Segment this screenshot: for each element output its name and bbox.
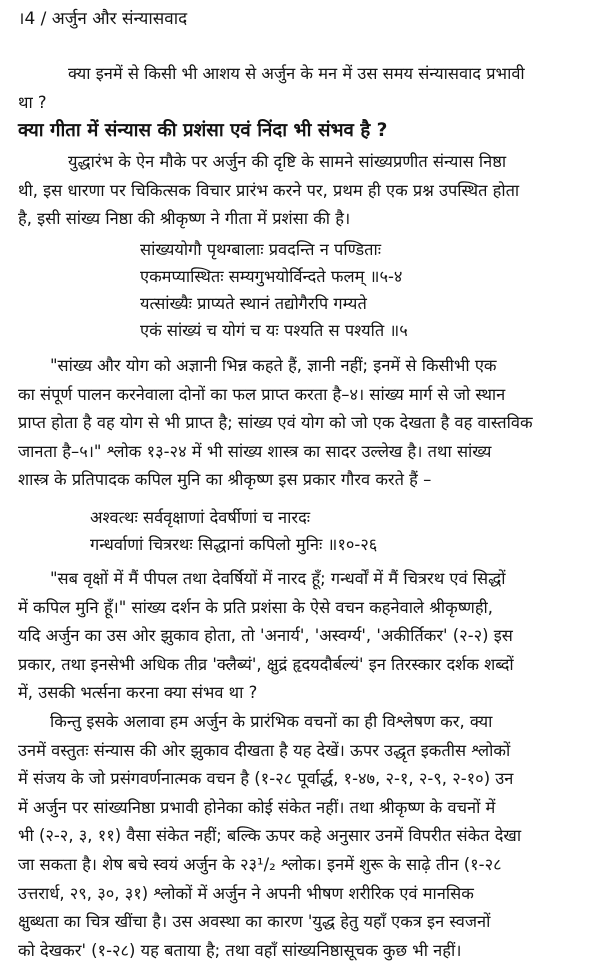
text-line: "सांख्य और योग को अज्ञानी भिन्न कहते हैं, ज्ञानी नहीं; इनमें से किसीभी एक [50,356,497,375]
text-line: यदि अर्जुन का उस ओर झुकाव होता, तो 'अनार्य', 'अस्वर्ग्य', 'अकीर्तिकर' (२-२) इस [18,626,513,646]
text-line: को देखकर' (१-२८) यह बताया है; तथा वहाँ सांख्यनिष्ठासूचक कुछ भी नहीं। [18,940,462,960]
paragraph-2 [18,352,588,495]
verse-line: एकं सांख्यं च योगं च यः पश्यति स पश्यति ॥५ [140,321,408,340]
text-line: भी (२-२, ३, ११) वैसा संकेत नहीं; बल्कि ऊपर कहे अनुसार उनमें विपरीत संकेत देखा [18,826,522,846]
text-line: में कपिल मुनि हूँ।" सांख्य दर्शन के प्रति प्रशंसा के ऐसे वचन कहनेवाले श्रीकृष्णही, [18,597,493,617]
text-line: जानता है–५।" श्लोक १३-२४ में भी सांख्य शास्त्र का सादर उल्लेख है। तथा सांख्य [18,441,492,461]
paragraph-4 [18,708,588,965]
text-line: युद्धारंभ के ऐन मौके पर अर्जुन की दृष्टि के सामने सांख्यप्रणीत संन्यास निष्ठा [68,152,507,171]
text-line: में, उसकी भर्त्सना करना क्या संभव था ? [18,683,258,703]
text-line: थी, इस धारणा पर चिकित्सक विचार प्रारंभ करने पर, प्रथम ही एक प्रश्न उपस्थित होता [18,180,520,200]
text-line: क्षुब्धता का चित्र खींचा है। उस अवस्था का कारण 'युद्ध हेतु यहाँ एकत्र इन स्वजनों [18,912,491,932]
text-line: शास्त्र के प्रतिपादक कपिल मुनि का श्रीकृष्ण इस प्रकार गौरव करते हैं – [18,470,432,490]
verse-line: अश्वत्थः सर्ववृक्षाणां देवर्षीणां च नारदः [90,508,311,527]
verse-block-2 [90,504,377,558]
text-line: "सब वृक्षों में मैं पीपल तथा देवर्षियों में नारद हूँ; गन्धर्वों में मैं चित्ररथ एवं सिद्धों [50,569,506,588]
text-line: प्राप्त होता है वह योग से भी प्राप्त है; सांख्य एवं योग को जो एक देखता है वह वास्तविक [18,413,533,433]
text-line: उत्तरार्ध, २९, ३०, ३१) श्लोकों में अर्जुन ने अपनी भीषण शरीरिक एवं मानसिक [18,883,474,903]
verse-line: गन्धर्वाणां चित्ररथः सिद्धानां कपिलो मुनिः ॥१०-२६ [90,535,378,554]
text-line: का संपूर्ण पालन करनेवाला दोनों का फल प्राप्त करता है–४। सांख्य मार्ग से जो स्थान [18,384,506,404]
text-line: क्या इनमें से किसी भी आशय से अर्जुन के मन में उस समय संन्यासवाद प्रभावी [68,64,525,83]
text-line: है, इसी सांख्य निष्ठा की श्रीकृष्ण ने गीता में प्रशंसा की है। [18,209,351,229]
section-heading: क्या गीता में संन्यास की प्रशंसा एवं निंदा भी संभव है ? [18,120,388,141]
text-line: प्रकार, तथा इनसेभी अधिक तीव्र 'क्लैब्यं', क्षुद्रं हृदयदौर्बल्यं' इन तिरस्कार दर्शक शब्दों [18,654,514,674]
paragraph-3 [18,565,588,708]
running-header: ।4 / अर्जुन और संन्यासवाद [18,9,188,29]
text-line: था ? [18,92,47,112]
verse-line: एकमप्यास्थितः सम्यगुभयोर्विन्दते फलम् ॥५-४ [140,267,403,286]
intro-paragraph [18,60,588,117]
text-line: उनमें वस्तुतः संन्यास की ओर झुकाव दीखता है यह देखें। ऊपर उद्धृत इकतीस श्लोकों [18,740,511,760]
text-line: में संजय के जो प्रसंगवर्णनात्मक वचन है (१-२८ पूर्वार्द्ध, १-४७, २-१, २-९, २-१०) उन [18,769,514,789]
text-line: किन्तु इसके अलावा हम अर्जुन के प्रारंभिक वचनों का ही विश्लेषण कर, क्या [50,712,493,731]
verse-line: सांख्ययोगौ पृथग्बालाः प्रवदन्ति न पण्डिताः [140,240,382,259]
text-line: में अर्जुन पर सांख्यनिष्ठा प्रभावी होनेका कोई संकेत नहीं। तथा श्रीकृष्ण के वचनों में [18,797,496,817]
verse-line: यत्सांख्यैः प्राप्यते स्थानं तद्योगैरपि गम्यते [140,294,367,313]
text-line: जा सकता है। शेष बचे स्वयं अर्जुन के २३¹/₂ श्लोक। इनमें शुरू के साढ़े तीन (१-२८ [18,854,502,874]
verse-block-1 [140,236,408,344]
paragraph-1 [18,148,588,234]
